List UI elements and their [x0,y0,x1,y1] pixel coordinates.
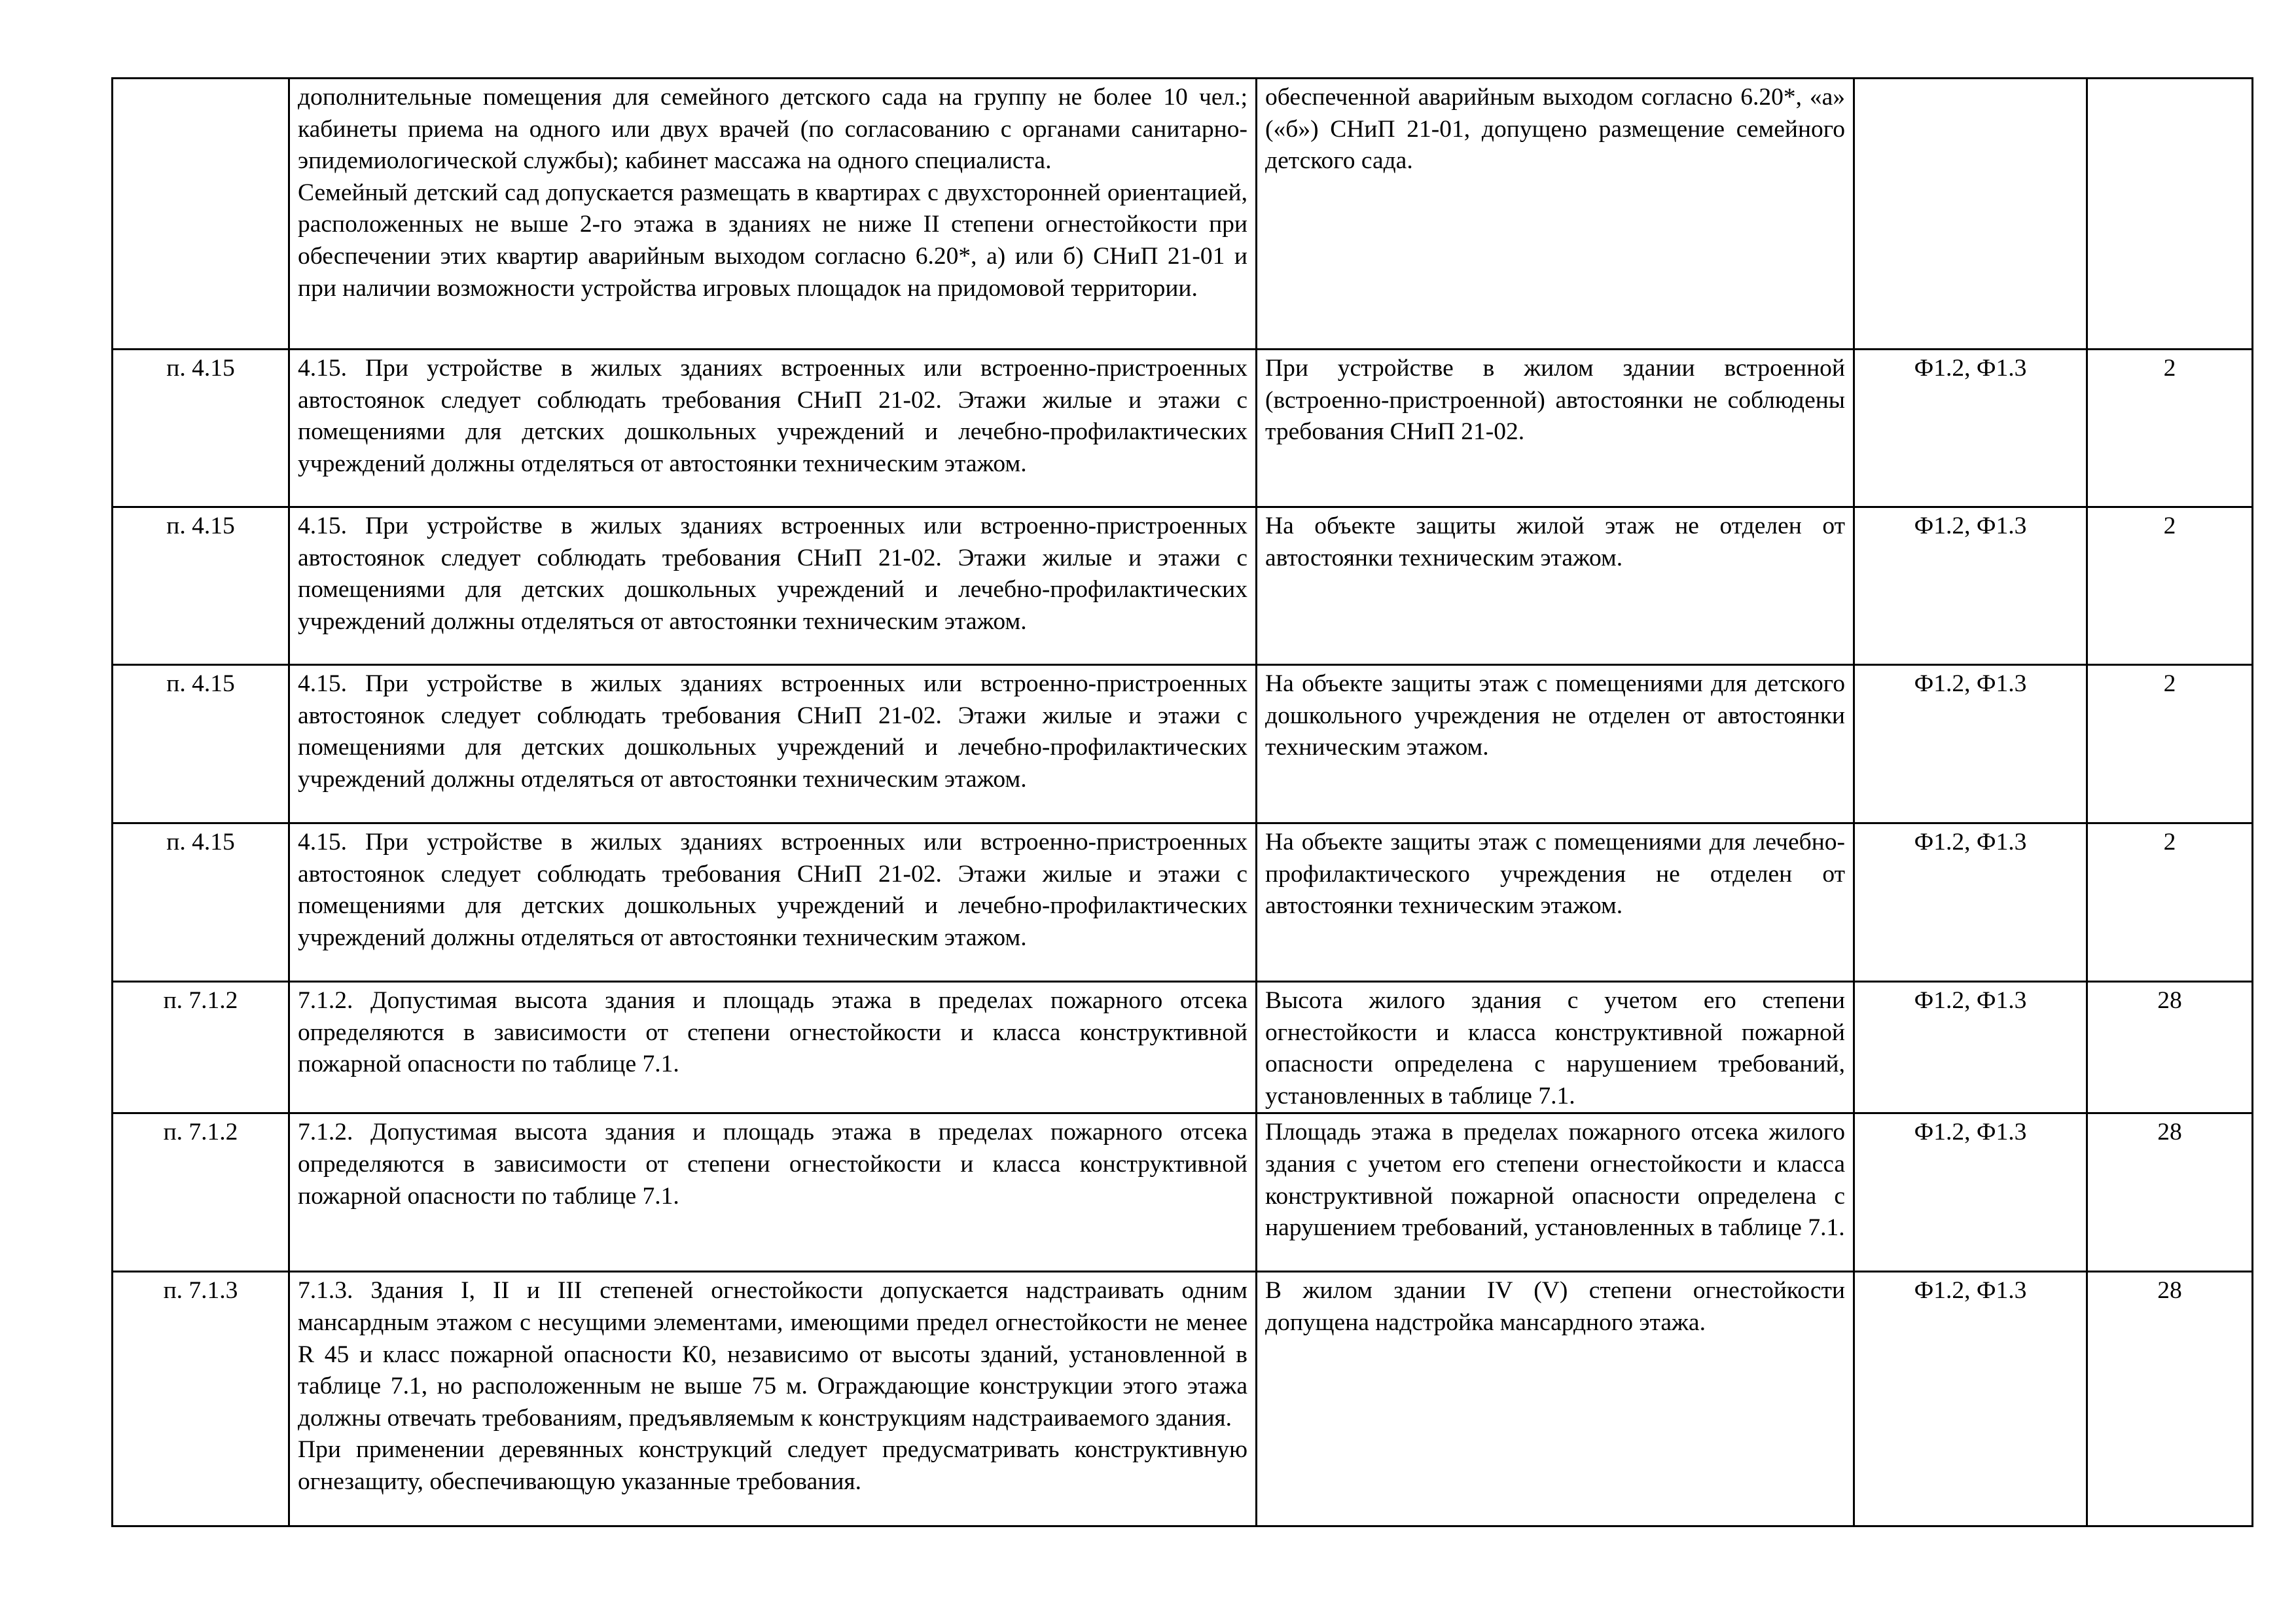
class-cell: Ф1.2, Ф1.3 [1854,1272,2087,1526]
table-row [113,982,2253,1113]
requirement-cell [289,79,1257,350]
ref-cell: п. 7.1.2 [113,982,289,1113]
requirements-table [111,77,2253,1527]
requirement-cell [289,823,1257,982]
number-cell: 28 [2087,1272,2253,1526]
ref-cell: п. 4.15 [113,507,289,665]
table-row [113,79,2253,350]
requirement-cell [289,1272,1257,1526]
table-row [113,350,2253,507]
number-cell [2087,79,2253,350]
ref-cell: п. 7.1.2 [113,1113,289,1272]
violation-cell: В жилом здании IV (V) степени огнестойкости допущена надстройка мансардного этажа. [1257,1272,1854,1526]
class-cell: Ф1.2, Ф1.3 [1854,507,2087,665]
table-row [113,507,2253,665]
requirement-paragraph: 7.1.3. Здания I, II и III степеней огнестойкости допускается надстраивать одним мансардным этажом с несущими элементами, имеющими предел огнестойкости не менее R 45 и класс пожарной опасности К0, независимо от высоты зданий, установленной в таблице 7.1, но расположенным не выше 75 м. Ограждающие конструкции этого этажа должны отвечать требованиям, предъявляемым к конструкциям надстраиваемого здания. [298,1277,1247,1432]
ref-cell: п. 7.1.3 [113,1272,289,1526]
table-row [113,1272,2253,1526]
number-cell: 28 [2087,1113,2253,1272]
requirement-paragraph: 7.1.2. Допустимая высота здания и площадь этажа в пределах пожарного отсека определяются в зависимости от степени огнестойкости и класса конструктивной пожарной опасности по таблице 7.1. [298,1119,1247,1210]
requirement-paragraph: 4.15. При устройстве в жилых зданиях встроенных или встроенно-пристроенных автостоянок следует соблюдать требования СНиП 21-02. Этажи жилые и этажи с помещениями для детских дошкольных учреждений и лечебно-профилактических учреждений должны отделяться от автостоянки техническим этажом. [298,513,1247,635]
number-cell: 2 [2087,823,2253,982]
violation-cell: При устройстве в жилом здании встроенной (встроенно-пристроенной) автостоянки не соблюдены требования СНиП 21-02. [1257,350,1854,507]
class-cell: Ф1.2, Ф1.3 [1854,350,2087,507]
class-cell: Ф1.2, Ф1.3 [1854,665,2087,823]
requirement-paragraph: дополнительные помещения для семейного детского сада на группу не более 10 чел.; кабинеты приема на одного или двух врачей (по согласованию с органами санитарно-эпидемиологической службы); кабинет массажа на одного специалиста. [298,84,1247,175]
requirement-cell [289,350,1257,507]
requirement-cell [289,507,1257,665]
requirement-cell [289,982,1257,1113]
requirement-paragraph: При применении деревянных конструкций следует предусматривать конструктивную огнезащиту, обеспечивающую указанные требования. [298,1436,1247,1495]
ref-cell [113,79,289,350]
table-row [113,823,2253,982]
violation-cell: Высота жилого здания с учетом его степени огнестойкости и класса конструктивной пожарной опасности определена с нарушением требований, установленных в таблице 7.1. [1257,982,1854,1113]
requirement-cell [289,665,1257,823]
class-cell: Ф1.2, Ф1.3 [1854,1113,2087,1272]
number-cell: 2 [2087,350,2253,507]
violation-cell: обеспеченной аварийным выходом согласно 6.20*, «а» («б») СНиП 21-01, допущено размещение семейного детского сада. [1257,79,1854,350]
requirement-paragraph: 7.1.2. Допустимая высота здания и площадь этажа в пределах пожарного отсека определяются в зависимости от степени огнестойкости и класса конструктивной пожарной опасности по таблице 7.1. [298,987,1247,1078]
number-cell: 2 [2087,507,2253,665]
violation-cell: На объекте защиты жилой этаж не отделен от автостоянки техническим этажом. [1257,507,1854,665]
requirement-cell [289,1113,1257,1272]
class-cell [1854,79,2087,350]
violation-cell: На объекте защиты этаж с помещениями для детского дошкольного учреждения не отделен от автостоянки техническим этажом. [1257,665,1854,823]
requirement-paragraph: 4.15. При устройстве в жилых зданиях встроенных или встроенно-пристроенных автостоянок следует соблюдать требования СНиП 21-02. Этажи жилые и этажи с помещениями для детских дошкольных учреждений и лечебно-профилактических учреждений должны отделяться от автостоянки техническим этажом. [298,355,1247,477]
number-cell: 28 [2087,982,2253,1113]
table-row [113,665,2253,823]
requirement-paragraph: 4.15. При устройстве в жилых зданиях встроенных или встроенно-пристроенных автостоянок следует соблюдать требования СНиП 21-02. Этажи жилые и этажи с помещениями для детских дошкольных учреждений и лечебно-профилактических учреждений должны отделяться от автостоянки техническим этажом. [298,829,1247,951]
number-cell: 2 [2087,665,2253,823]
class-cell: Ф1.2, Ф1.3 [1854,823,2087,982]
document-page [111,77,2251,1527]
violation-cell: На объекте защиты этаж с помещениями для лечебно-профилактического учреждения не отделен от автостоянки техническим этажом. [1257,823,1854,982]
violation-cell: Площадь этажа в пределах пожарного отсека жилого здания с учетом его степени огнестойкости и класса конструктивной пожарной опасности определена с нарушением требований, установленных в таблице 7.1. [1257,1113,1854,1272]
requirement-paragraph: Семейный детский сад допускается размещать в квартирах с двухсторонней ориентацией, расположенных не выше 2-го этажа в зданиях не ниже II степени огнестойкости при обеспечении этих квартир аварийным выходом согласно 6.20*, а) или б) СНиП 21-01 и при наличии возможности устройства игровых площадок на придомовой территории. [298,179,1247,302]
class-cell: Ф1.2, Ф1.3 [1854,982,2087,1113]
table-row [113,1113,2253,1272]
requirement-paragraph: 4.15. При устройстве в жилых зданиях встроенных или встроенно-пристроенных автостоянок следует соблюдать требования СНиП 21-02. Этажи жилые и этажи с помещениями для детских дошкольных учреждений и лечебно-профилактических учреждений должны отделяться от автостоянки техническим этажом. [298,670,1247,793]
ref-cell: п. 4.15 [113,823,289,982]
ref-cell: п. 4.15 [113,665,289,823]
ref-cell: п. 4.15 [113,350,289,507]
